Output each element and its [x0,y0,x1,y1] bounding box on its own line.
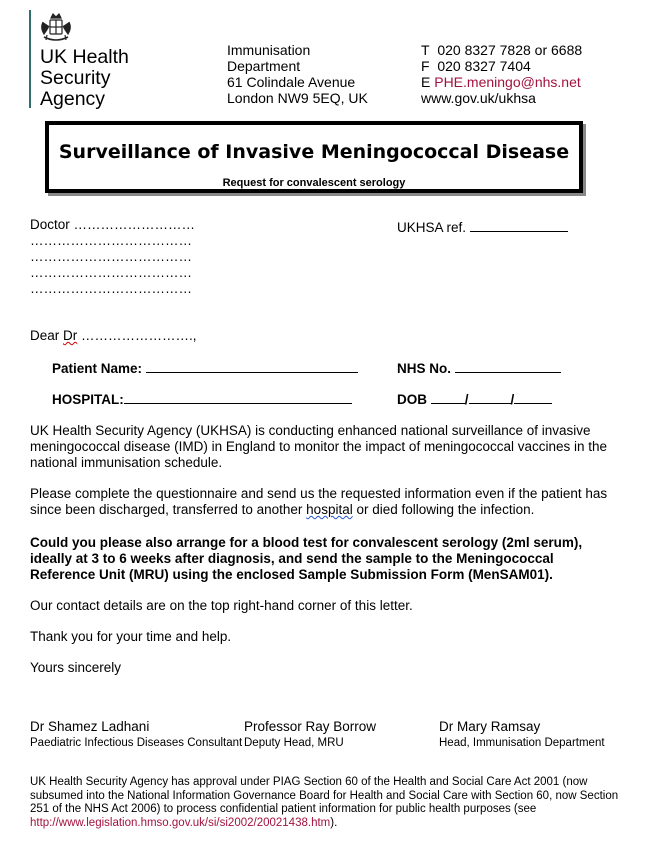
signatory-role: Paediatric Infectious Diseases Consultant [30,737,243,749]
email-line [421,74,582,90]
dob-label: DOB [397,392,427,407]
telephone: 020 8327 7828 or 6688 [437,42,583,58]
title-box [45,121,583,193]
dob-separator: / [510,392,515,407]
hospital-field [52,389,352,407]
patient-name-field [52,358,358,376]
hospital-label: HOSPITAL: [52,392,124,407]
signatory-name: Dr Shamez Ladhani [30,719,150,734]
legal-footer [30,776,620,830]
ukhsa-ref-blank[interactable] [470,217,568,232]
org-logo-text [40,47,129,110]
signatory [244,719,376,751]
fax-line [421,58,582,74]
dotted-line: ……………………………… [30,265,192,280]
dotted-line: ……………………………… [30,281,192,296]
fax-prefix: F [421,58,430,74]
hospital-blank[interactable] [124,389,352,404]
nhs-no-field [397,358,561,376]
telephone-line [421,42,582,58]
thanks-line: Thank you for your time and help. [30,629,232,644]
intro-paragraph: UK Health Security Agency (UKHSA) is conducting enhanced national surveillance of invasive meningococcal disease (IMD) in England to monitor the impact of meningococcal vaccines in the national immunisation schedule. [30,423,608,470]
greeting-title: Dr [63,328,78,343]
address-line: Immunisation [227,42,311,58]
recipient-address-block [30,217,195,297]
ukhsa-ref-label: UKHSA ref. [397,220,467,235]
address-line: 61 Colindale Avenue [227,74,356,90]
email-link[interactable]: PHE.meningo@nhs.net [434,74,581,90]
dob-day-blank[interactable] [431,389,465,404]
contact-note: Our contact details are on the top right-hand corner of this letter. [30,598,413,613]
fax: 020 8327 7404 [437,58,531,74]
signatory-name: Professor Ray Borrow [244,719,377,734]
org-name-line: Agency [40,88,106,110]
email-prefix: E [421,74,431,90]
ukhsa-ref-field [397,217,568,235]
greeting-prefix: Dear [30,328,64,343]
patient-name-label: Patient Name: [52,361,143,376]
org-name-line: UK Health [40,46,129,68]
sender-address [227,42,368,106]
questionnaire-paragraph [30,486,620,518]
footer-text: UK Health Security Agency has approval under PIAG Section 60 of the Health and Social Care Act 2001 (now subsumed into the National Information Governance Board for Health and Social Care with Section 60, now Section 251 of the NHS Act 2006) to process confidential patient information for public health purposes (see [30,776,619,815]
org-name-line: Security [40,67,111,89]
dotted-line: ……………………………… [30,249,192,264]
tel-prefix: T [421,42,430,58]
signatory [30,719,242,751]
document-title: Surveillance of Invasive Meningococcal Disease [58,141,570,163]
doctor-label: Doctor ……………………… [30,217,196,232]
nhs-no-label: NHS No. [397,361,451,376]
closing-line: Yours sincerely [30,660,122,675]
footer-end: ). [330,816,338,829]
address-line: Department [227,58,301,74]
para2-text-end: or died following the infection. [352,502,535,517]
document-subtitle: Request for convalescent serology [222,177,406,189]
dob-year-blank[interactable] [514,389,552,404]
greeting [30,328,197,343]
dotted-line: ……………………………… [30,233,192,248]
greeting-suffix: ……………………., [77,328,197,343]
signatory-role: Head, Immunisation Department [439,737,605,749]
contact-details [421,42,582,106]
dob-field [397,389,552,407]
signatory [439,719,605,751]
para2-text: Please complete the questionnaire and send us the requested information even if the patient has since been discharged, transferred to another [30,486,608,517]
legislation-link[interactable]: http://www.legislation.hmso.gov.uk/si/si2002/20021438.htm [30,816,331,829]
signatory-name: Dr Mary Ramsay [439,719,541,734]
website[interactable]: www.gov.uk/ukhsa [421,90,536,106]
address-line: London NW9 5EQ, UK [227,90,368,106]
brand-bar [29,10,31,108]
signatory-role: Deputy Head, MRU [244,737,344,749]
patient-name-blank[interactable] [146,358,358,373]
royal-crest-icon [38,12,74,44]
nhs-no-blank[interactable] [455,358,561,373]
dob-month-blank[interactable] [469,389,511,404]
dob-separator: / [464,392,469,407]
serology-request-paragraph: Could you please also arrange for a blood test for convalescent serology (2ml serum), ideally at 3 to 6 weeks after diagnosis, and send the sample to the Meningococcal Reference Unit (MRU) using the enclosed Sample Submission Form (MenSAM01). [30,535,583,582]
para2-hospital-word: hospital [306,502,353,517]
